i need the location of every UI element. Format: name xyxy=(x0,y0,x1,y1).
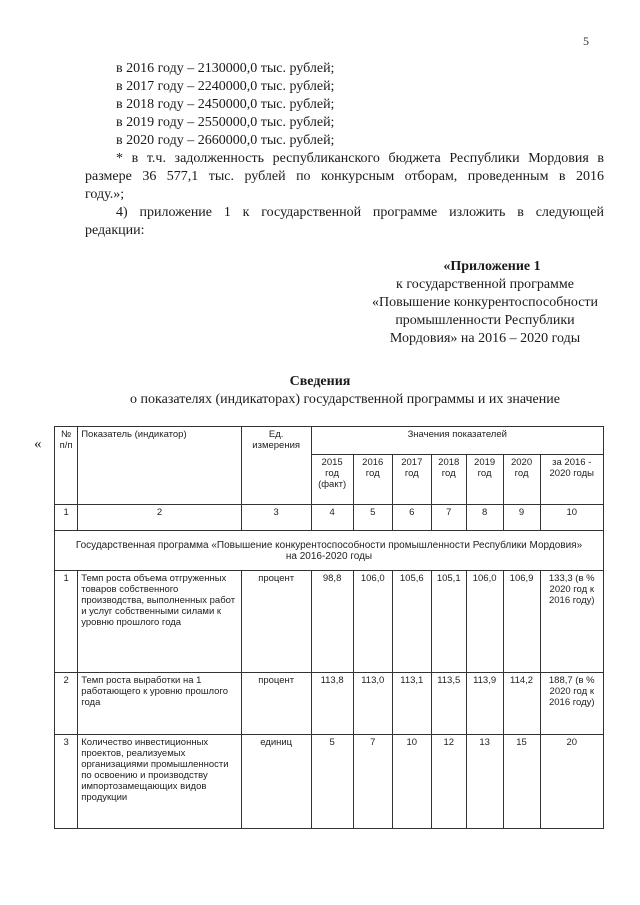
svedeniya-title: Сведения xyxy=(289,374,351,389)
row-2-value-2017: 113,1 xyxy=(392,673,431,735)
header-total: за 2016 - 2020 годы xyxy=(540,455,603,505)
row-1-total: 133,3 (в % 2020 год к 2016 году) xyxy=(540,571,603,673)
row-1-value-2020: 106,9 xyxy=(503,571,540,673)
appendix-line-3: промышленности Республики xyxy=(395,313,575,328)
row-3-value-2016: 7 xyxy=(353,735,392,829)
budget-line-2020: в 2020 году – 2660000,0 тыс. рублей; xyxy=(116,133,335,148)
budget-line-2018: в 2018 году – 2450000,0 тыс. рублей; xyxy=(116,97,335,112)
table-row xyxy=(55,673,604,735)
row-1-unit: процент xyxy=(241,571,311,673)
col-number-5: 5 xyxy=(353,505,392,531)
row-3-unit: единиц xyxy=(241,735,311,829)
row-1-num: 1 xyxy=(55,571,78,673)
footnote-line-1: * в т.ч. задолженность республиканского бюджета Республики Мордовия в xyxy=(116,151,604,166)
budget-line-2016: в 2016 году – 2130000,0 тыс. рублей; xyxy=(116,61,335,76)
row-1-value-2019: 106,0 xyxy=(466,571,503,673)
appendix-header xyxy=(350,258,620,348)
col-number-8: 8 xyxy=(466,505,503,531)
row-2-value-2016: 113,0 xyxy=(353,673,392,735)
row-1-value-2016: 106,0 xyxy=(353,571,392,673)
row-1-indicator: Темп роста объема отгруженных товаров собственного производства, выполненных работ и услуг собственными силами к уровню прошлого года xyxy=(78,571,242,673)
row-3-value-2018: 12 xyxy=(431,735,466,829)
opening-quote-mark: « xyxy=(34,436,42,452)
row-2-value-2020: 114,2 xyxy=(503,673,540,735)
appendix-line-1: к государственной программе xyxy=(396,277,574,292)
row-2-num: 2 xyxy=(55,673,78,735)
indicators-table xyxy=(54,426,604,829)
row-3-indicator: Количество инвестиционных проектов, реализуемых организациями промышленности по освоению и производству импортозамещающих видов продукции xyxy=(78,735,242,829)
appendix-line-4: Мордовия» на 2016 – 2020 годы xyxy=(389,331,581,346)
row-3-total: 20 xyxy=(540,735,603,829)
row-2-total: 188,7 (в % 2020 год к 2016 году) xyxy=(540,673,603,735)
row-3-num: 3 xyxy=(55,735,78,829)
table-row xyxy=(55,571,604,673)
col-number-9: 9 xyxy=(503,505,540,531)
item4-line-1: 4) приложение 1 к государственной программе изложить в следующей xyxy=(116,205,604,220)
header-year-2018: 2018 год xyxy=(431,455,466,505)
col-number-6: 6 xyxy=(392,505,431,531)
footnote-line-3: году.»; xyxy=(85,187,125,202)
header-year-2020: 2020 год xyxy=(503,455,540,505)
row-1-value-2015: 98,8 xyxy=(311,571,353,673)
header-indicator: Показатель (индикатор) xyxy=(78,427,242,505)
col-number-1: 1 xyxy=(55,505,78,531)
row-2-value-2015: 113,8 xyxy=(311,673,353,735)
page-number: 5 xyxy=(583,34,589,48)
header-year-2015: 2015 год (факт) xyxy=(311,455,353,505)
svedeniya-subtitle: о показателях (индикаторах) государственной программы и их значение xyxy=(130,392,560,407)
row-1-value-2018: 105,1 xyxy=(431,571,466,673)
footnote-line-2: размере 36 577,1 тыс. рублей по конкурсным отборам, проведенным в 2016 xyxy=(85,169,604,184)
col-number-10: 10 xyxy=(540,505,603,531)
appendix-line-2: «Повышение конкурентоспособности xyxy=(371,295,599,310)
row-2-indicator: Темп роста выработки на 1 работающего к уровню прошлого года xyxy=(78,673,242,735)
header-num: № п/п xyxy=(55,427,78,505)
col-number-3: 3 xyxy=(241,505,311,531)
row-3-value-2019: 13 xyxy=(466,735,503,829)
header-values: Значения показателей xyxy=(311,427,604,455)
row-3-value-2015: 5 xyxy=(311,735,353,829)
row-3-value-2017: 10 xyxy=(392,735,431,829)
table-row xyxy=(55,735,604,829)
row-2-value-2018: 113,5 xyxy=(431,673,466,735)
header-year-2017: 2017 год xyxy=(392,455,431,505)
header-year-2019: 2019 год xyxy=(466,455,503,505)
col-number-4: 4 xyxy=(311,505,353,531)
header-year-2016: 2016 год xyxy=(353,455,392,505)
program-row: Государственная программа «Повышение конкурентоспособности промышленности Республики Мордовия» на 2016-2020 годы xyxy=(55,531,604,571)
appendix-title: «Приложение 1 xyxy=(443,259,541,274)
col-number-7: 7 xyxy=(431,505,466,531)
header-unit: Ед. измерения xyxy=(241,427,311,505)
budget-line-2019: в 2019 году – 2550000,0 тыс. рублей; xyxy=(116,115,335,130)
item4-line-2: редакции: xyxy=(85,223,145,238)
col-number-2: 2 xyxy=(78,505,242,531)
row-3-value-2020: 15 xyxy=(503,735,540,829)
row-2-value-2019: 113,9 xyxy=(466,673,503,735)
row-1-value-2017: 105,6 xyxy=(392,571,431,673)
row-2-unit: процент xyxy=(241,673,311,735)
budget-line-2017: в 2017 году – 2240000,0 тыс. рублей; xyxy=(116,79,335,94)
